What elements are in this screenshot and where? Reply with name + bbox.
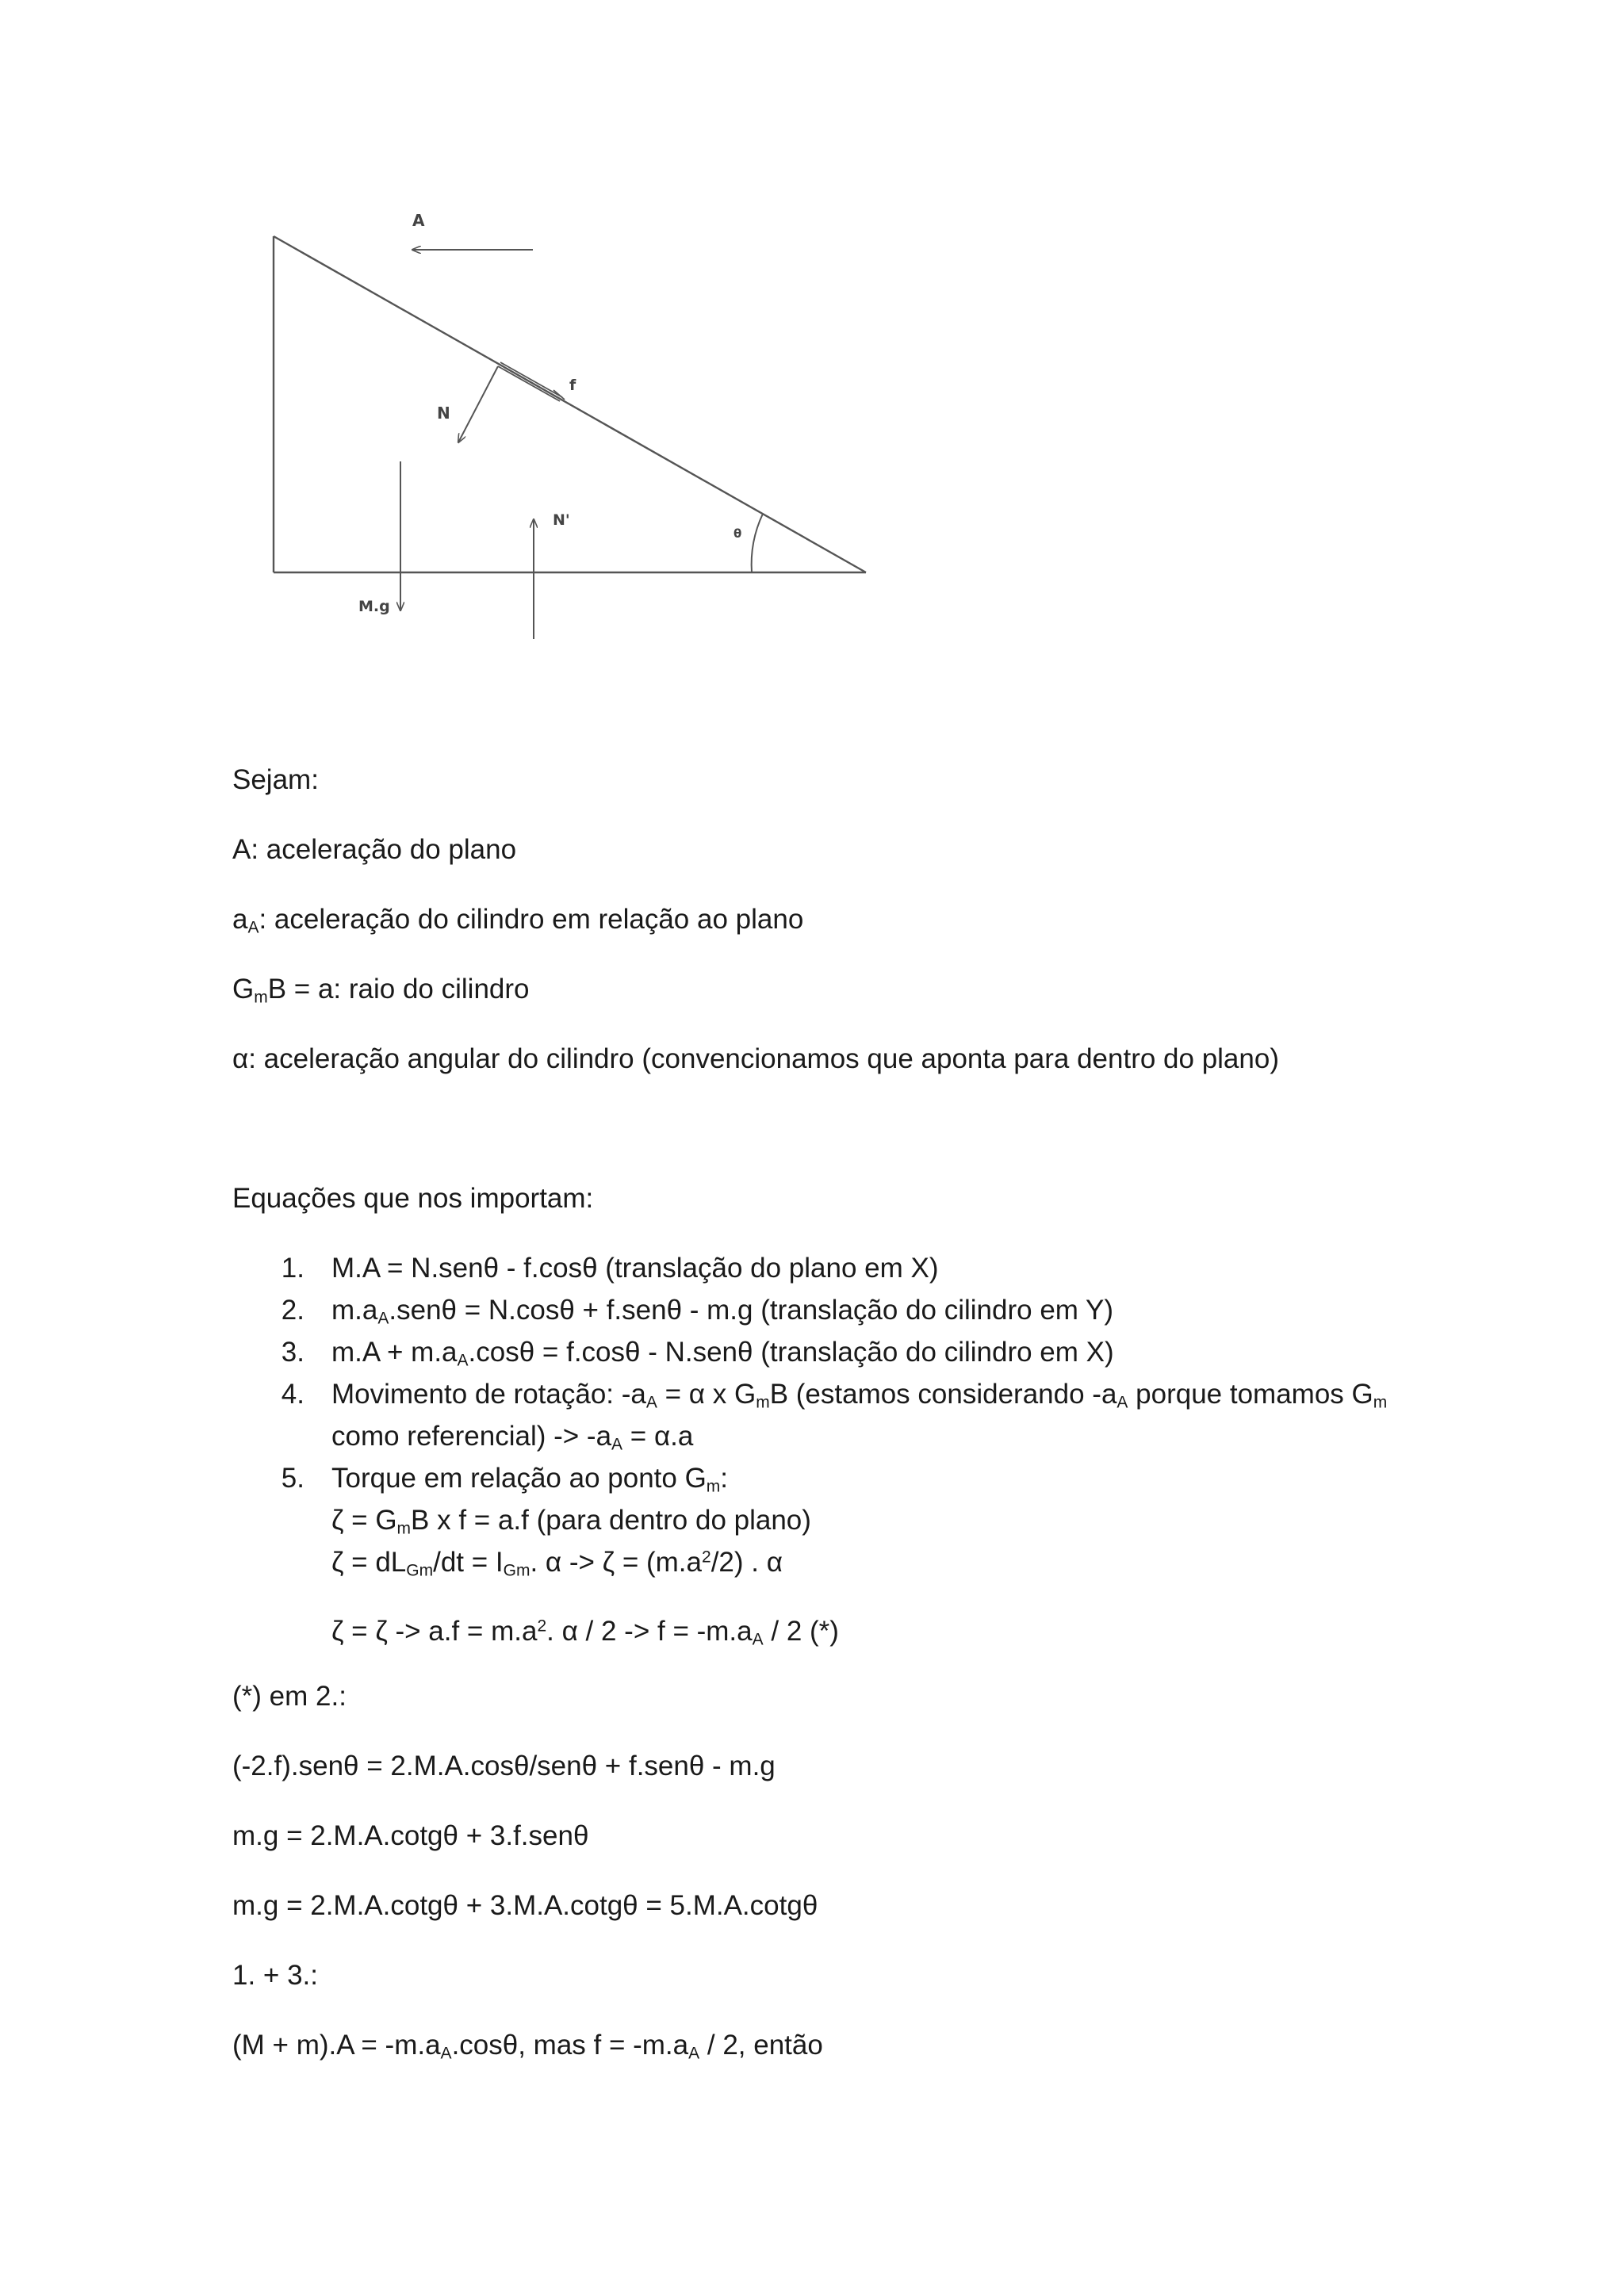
equation-4: Movimento de rotação: $-a_A = \alpha$ x $G_mB$ (estamos considerando $-a_A$ porque tomamos $G_m$ <box>331 1379 1388 1412</box>
def-plane-acceleration: A: aceleração do plano <box>232 834 517 865</box>
item-number: 1. <box>281 1253 304 1284</box>
equation-1: M.A = N.senθ - f.cosθ (translação do plano em X) <box>331 1253 939 1284</box>
label-N: N <box>437 404 450 423</box>
definitions-intro: Sejam: <box>232 764 319 795</box>
derivation-line-2: (-2.f).senθ = 2.M.A.cosθ/senθ + f.senθ - m.g <box>232 1751 776 1781</box>
item-number: 5. <box>281 1463 304 1494</box>
equation-5: Torque em relação ao ponto $G_m$: <box>331 1463 729 1496</box>
equations-title: Equações que nos importam: <box>232 1183 594 1214</box>
label-N-prime: N' <box>553 511 570 529</box>
item-number: 3. <box>281 1337 304 1368</box>
equation-4-line-2: como referencial) -> $-a_A = \alpha.a$ <box>331 1421 694 1454</box>
def-cylinder-acceleration: $a_A$: aceleração do cilindro em relação ao plano <box>232 904 804 937</box>
derivation-line-1: (*) em 2.: <box>232 1681 347 1712</box>
label-f: f <box>569 377 576 394</box>
equation-2: $m.a_A.sen\theta = N.\cos\theta + f.sen\theta - m.g$ (translação do cilindro em Y) <box>331 1295 1114 1328</box>
normal-force-arrow <box>458 366 498 442</box>
derivation-line-6: $(M + m).A = -m.a_A.\cos\theta$, mas $f = -m.a_A / 2$, então <box>232 2030 823 2063</box>
item-number: 4. <box>281 1379 304 1410</box>
equation-3: $m.A + m.a_A.\cos\theta = f.\cos\theta - N.sen\theta$ (translação do cilindro em X) <box>331 1337 1114 1370</box>
derivation-line-3: m.g = 2.M.A.cotgθ + 3.f.senθ <box>232 1820 589 1851</box>
theta-angle-arc <box>752 514 763 572</box>
derivation-line-4: m.g = 2.M.A.cotgθ + 3.M.A.cotgθ = 5.M.A.cotgθ <box>232 1890 818 1921</box>
item-number: 2. <box>281 1295 304 1326</box>
def-cylinder-radius: $G_mB = a$: raio do cilindro <box>232 974 530 1007</box>
def-angular-acceleration: α: aceleração angular do cilindro (convencionamos que aponta para dentro do plano) <box>232 1043 1279 1074</box>
label-theta: θ <box>733 526 742 541</box>
label-A: A <box>412 211 425 230</box>
label-Mg: M.g <box>358 598 390 615</box>
derivation-line-5: 1. + 3.: <box>232 1960 318 1991</box>
inclined-plane-diagram <box>0 0 912 666</box>
